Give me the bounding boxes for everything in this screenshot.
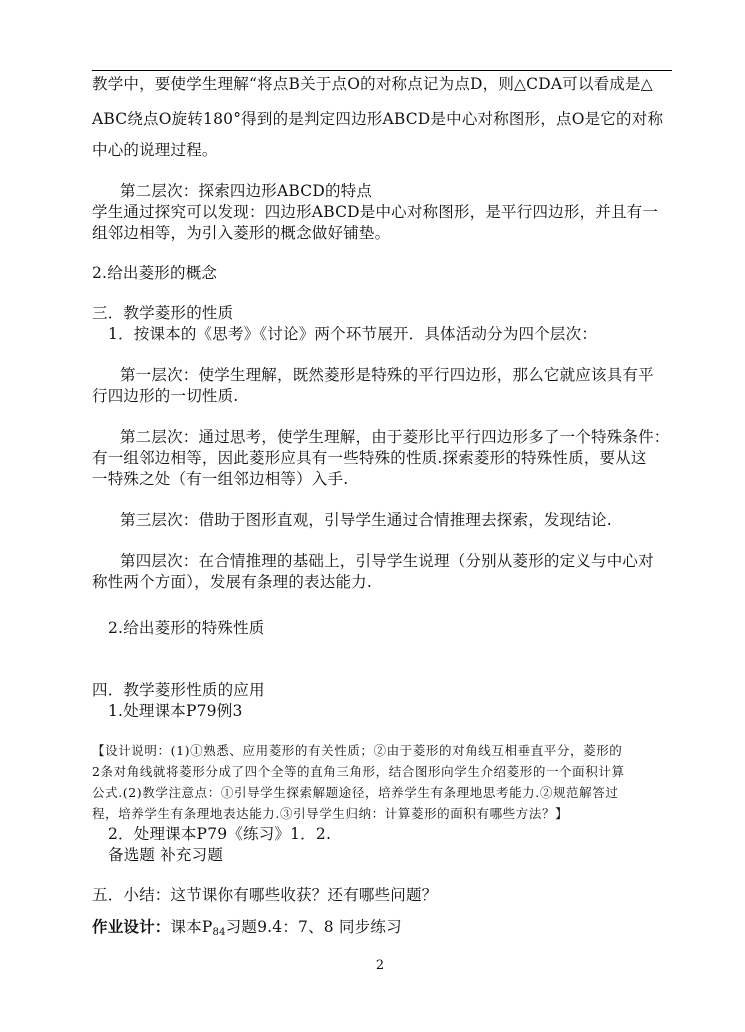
text-line: 第四层次：在合情推理的基础上，引导学生说理（分别从菱形的定义与中心对 — [120, 552, 654, 570]
header-rule — [92, 70, 672, 71]
text-line: ABC绕点O旋转180°得到的是判定四边形ABCD是中心对称图形，点O是它的对称 — [92, 110, 664, 128]
homework-line — [92, 917, 692, 943]
text-line: 第一层次：使学生理解，既然菱形是特殊的平行四边形，那么它就应该具有平 — [120, 366, 654, 384]
text-line: 中心的说理过程。 — [92, 141, 218, 159]
text-line: 一特殊之处（有一组邻边相等）入手. — [92, 470, 349, 488]
homework-text: 课本P — [170, 918, 213, 936]
design-note-line: 公式.(2)教学注意点：①引导学生探索解题途径，培养学生有条理地思考能力.②规范解答过 — [92, 785, 619, 800]
subheading: 2.给出菱形的特殊性质 — [108, 619, 265, 637]
text-line: 1．按课本的《思考》《讨论》两个环节展开．具体活动分为四个层次： — [108, 325, 598, 343]
page-number: 2 — [375, 958, 385, 973]
text-line: 第三层次：借助于图形直观，引导学生通过合情推理去探索，发现结论. — [120, 511, 612, 529]
subheading: 2.给出菱形的概念 — [92, 264, 218, 282]
text-line: 行四边形的一切性质. — [92, 387, 239, 405]
design-note-line: 【设计说明：(1)①熟悉、应用菱形的有关性质；②由于菱形的对角线互相垂直平分，菱形的 — [92, 743, 623, 758]
text-line: 备选题 补充习题 — [108, 846, 224, 864]
text-line: 第二层次：通过思考，使学生理解，由于菱形比平行四边形多了一个特殊条件： — [120, 428, 670, 446]
text-line: 教学中，要使学生理解“将点B关于点O的对称点记为点D，则△CDA可以看成是△ — [92, 75, 653, 93]
text-line: 称性两个方面），发展有条理的表达能力. — [92, 573, 372, 591]
level-heading: 第二层次：探索四边形ABCD的特点 — [120, 182, 373, 200]
text-line: 2．处理课本P79《练习》1．2. — [108, 825, 332, 843]
section-heading: 四．教学菱形性质的应用 — [92, 681, 265, 699]
design-note-line: 2条对角线就将菱形分成了四个全等的直角三角形，结合图形向学生介绍菱形的一个面积计算 — [92, 764, 625, 779]
text-line: 有一组邻边相等，因此菱形应具有一些特殊的性质.探索菱形的特殊性质，要从这 — [92, 449, 647, 467]
text-line: 1.处理课本P79例3 — [108, 702, 243, 720]
homework-text-rest: 习题9.4：7、8 同步练习 — [225, 918, 402, 936]
text-line: 学生通过探究可以发现：四边形ABCD是中心对称图形，是平行四边形，并且有一 — [92, 203, 659, 221]
homework-label: 作业设计： — [92, 917, 171, 936]
text-line: 组邻边相等，为引入菱形的概念做好铺垫。 — [92, 224, 391, 242]
homework-page-subscript: 84 — [212, 927, 226, 938]
design-note-line: 程，培养学生有条理地表达能力.③引导学生归纳：计算菱形的面积有哪些方法？】 — [92, 806, 569, 821]
section-heading: 五．小结：这节课你有哪些收获？还有哪些问题？ — [92, 886, 438, 904]
section-heading: 三．教学菱形的性质 — [92, 304, 234, 322]
